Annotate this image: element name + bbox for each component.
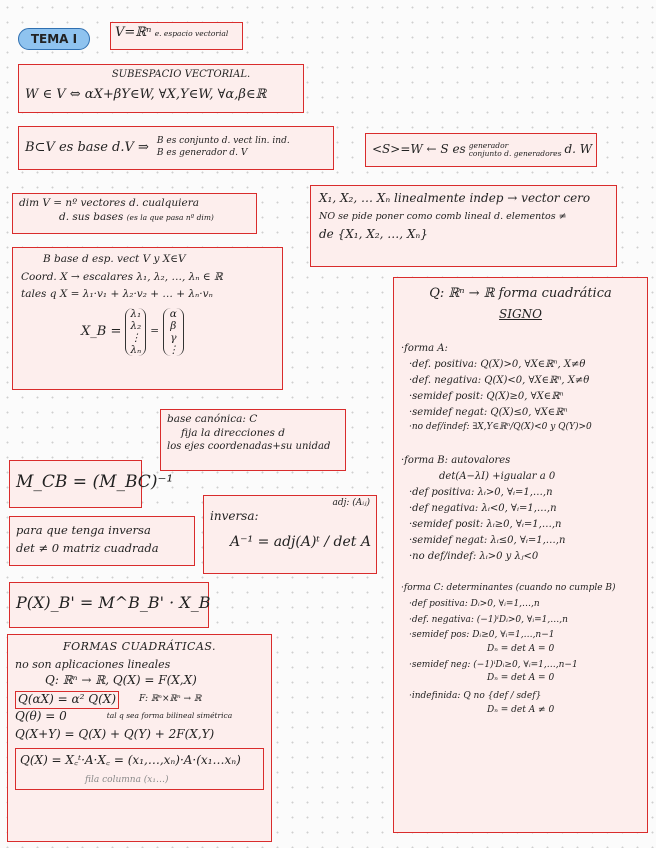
formas-title: FORMAS CUADRÁTICAS. xyxy=(62,640,217,653)
coord-greek: β xyxy=(170,319,177,332)
inversa-note: adj: (Aᵢⱼ) xyxy=(332,498,370,508)
dim-note: (es la que pasa nº dim) xyxy=(126,212,214,222)
lin-indep-line3: de {X₁, X₂, …, Xₙ} xyxy=(319,226,428,241)
formas-labels: fila columna (x₁…) xyxy=(85,774,169,785)
coord-lambda: ⋮ xyxy=(130,332,142,345)
coord-lambda: λ₂ xyxy=(130,319,142,332)
formas-line3b: F: ℝⁿ×ℝⁿ → ℝ xyxy=(139,694,202,705)
generador-tail: d. W xyxy=(564,142,593,157)
inversa-box xyxy=(203,495,377,574)
inversa-formula: A⁻¹ = adj(A)ᵗ / det A xyxy=(230,533,371,550)
para-inversa-box xyxy=(9,516,195,566)
coord-line3: tales q X = λ₁·v₁ + λ₂·v₂ + … + λₙ·vₙ xyxy=(21,288,213,301)
signo-c-item: ·semidef neg: (−1)ⁱDᵢ≥0, ∀ᵢ=1,…,n−1 xyxy=(409,659,578,670)
formas-line4b: tal q sea forma bilineal simétrica xyxy=(106,711,233,721)
formas-line1: no son aplicaciones lineales xyxy=(15,658,171,672)
coord-lambda: λₙ xyxy=(130,344,142,357)
signo-c-item: Dₙ = det A ≠ 0 xyxy=(487,704,555,715)
espacio-formula: V=ℝⁿ xyxy=(115,25,152,40)
coord-line1: B base d esp. vect V y X∈V xyxy=(43,253,186,265)
lin-indep-line1: X₁, X₂, … Xₙ linealmente indep → vector cero xyxy=(319,191,591,205)
signo-a-item: ·no def/indef: ∃X,Y∈ℝⁿ/Q(X)<0 y Q(Y)>0 xyxy=(409,422,592,433)
formas-line4: Q(θ) = 0 xyxy=(15,708,67,723)
coord-vector-lambda xyxy=(125,308,146,356)
signo-c-item: Dₙ = det A = 0 xyxy=(487,673,555,684)
formas-line3: Q(αX) = α² Q(X) xyxy=(15,691,119,709)
lin-indep-box xyxy=(310,185,617,267)
subespacio-box xyxy=(18,64,304,113)
lin-indep-line2: NO se pide poner como comb lineal d. elementos ≠ xyxy=(319,210,567,222)
signo-c-item: ·def positiva: Dᵢ>0, ∀ᵢ=1,…,n xyxy=(409,598,540,609)
signo-a-item: ·def. positiva: Q(X)>0, ∀X∈ℝⁿ, X≠θ xyxy=(409,359,586,371)
coord-vector-greek xyxy=(163,308,184,356)
signo-b-item: ·def positiva: λᵢ>0, ∀ᵢ=1,…,n xyxy=(409,487,553,499)
formas-line6: Q(X) = X꜀ᵗ·A·X꜀ = (x₁,…,xₙ)·A·(x₁…xₙ) xyxy=(20,752,241,767)
mcb-formula: M_CB = (M_BC)⁻¹ xyxy=(16,472,174,492)
mcb-box xyxy=(9,460,174,508)
espacio-box xyxy=(110,22,243,50)
dim-line2: d. sus bases xyxy=(59,210,124,223)
pb-box xyxy=(9,582,209,628)
coord-greek: ⋮ xyxy=(168,344,179,357)
base-line1: B es conjunto d. vect lin. ind. xyxy=(156,136,290,147)
para-inversa-line2: det ≠ 0 matriz cuadrada xyxy=(16,540,159,555)
signo-b-item: ·semidef posit: λᵢ≥0, ∀ᵢ=1,…,n xyxy=(409,519,562,531)
dim-line1: dim V = nº vectores d. cualquiera xyxy=(19,197,199,209)
pb-formula: P(X)_B' = M^B_B' · X_B xyxy=(16,593,211,612)
signo-b-item: ·no def/indef: λᵢ>0 y λⱼ<0 xyxy=(409,551,539,563)
canonica-line1: base canónica: C xyxy=(167,413,258,425)
signo-c-item: ·indefinida: Q no {def / sdef} xyxy=(409,690,542,701)
inversa-label: inversa: xyxy=(210,509,259,523)
coord-greek: γ xyxy=(170,332,177,345)
coord-greek: α xyxy=(169,307,177,320)
signo-c-head: ·forma C: determinantes (cuando no cumple B) xyxy=(401,583,616,594)
generador-top: generador xyxy=(468,140,509,150)
signo-a-item: ·semidef negat: Q(X)≤0, ∀X∈ℝⁿ xyxy=(409,407,568,419)
signo-c-item: Dₙ = det A = 0 xyxy=(487,643,555,654)
para-inversa-line1: para que tenga inversa xyxy=(16,523,151,537)
base-left: B⊂V es base d.V ⇒ xyxy=(25,139,149,155)
canonica-line3: los ejes coordenadas+su unidad xyxy=(167,441,331,453)
signo-b-item: ·semidef negat: λᵢ≤0, ∀ᵢ=1,…,n xyxy=(409,535,566,547)
signo-subtitle: SIGNO xyxy=(499,306,542,321)
subespacio-formula: W ∈ V ⇔ αX+βY∈W, ∀X,Y∈W, ∀α,β∈ℝ xyxy=(25,87,267,102)
signo-a-item: ·semidef posit: Q(X)≥0, ∀X∈ℝⁿ xyxy=(409,391,564,403)
signo-b-eq: det(A−λI) +igualar a 0 xyxy=(439,471,556,483)
signo-a-head: ·forma A: xyxy=(401,343,448,355)
formas-box xyxy=(7,634,272,842)
tema-label: TEMA I xyxy=(18,28,90,50)
signo-title: Q: ℝⁿ → ℝ forma cuadrática xyxy=(429,286,612,301)
signo-b-head: ·forma B: autovalores xyxy=(401,455,511,467)
coord-line2: Coord. X → escalares λ₁, λ₂, …, λₙ ∈ ℝ xyxy=(21,270,223,283)
dim-box xyxy=(12,193,257,234)
signo-box xyxy=(393,277,648,833)
generador-text: <S>=W ← S es xyxy=(372,142,466,157)
coord-lambda: λ₁ xyxy=(130,307,142,320)
coord-xb: X_B = xyxy=(81,323,122,339)
signo-a-item: ·def. negativa: Q(X)<0, ∀X∈ℝⁿ, X≠θ xyxy=(409,375,590,387)
signo-c-item: ·semidef pos: Dᵢ≥0, ∀ᵢ=1,…,n−1 xyxy=(409,630,555,641)
formas-line2: Q: ℝⁿ → ℝ, Q(X) = F(X,X) xyxy=(45,672,197,687)
espacio-note: e. espacio vectorial xyxy=(154,29,229,38)
canonica-line2: fija la direcciones d xyxy=(181,426,285,439)
base-line2: B es generador d. V xyxy=(156,148,248,158)
signo-b-item: ·def negativa: λᵢ<0, ∀ᵢ=1,…,n xyxy=(409,503,557,515)
subespacio-title: SUBESPACIO VECTORIAL. xyxy=(111,69,251,80)
base-box xyxy=(18,126,334,170)
canonica-box xyxy=(160,409,346,471)
generador-box xyxy=(365,133,597,167)
generador-bottom: conjunto d. generadores xyxy=(468,149,562,158)
signo-c-item: ·def. negativa: (−1)ⁱDᵢ>0, ∀ᵢ=1,…,n xyxy=(409,614,568,625)
coord-box: B base d esp. vect V y X∈V Coord. X → escalares λ₁, λ₂, …, λₙ ∈ ℝ tales q X = λ₁·v₁ + λ₂·v₂ + … + λₙ·vₙ X_B = λ₁ λ₂ ⋮ λₙ = α β γ ⋮ xyxy=(12,247,283,390)
formas-line5: Q(X+Y) = Q(X) + Q(Y) + 2F(X,Y) xyxy=(15,727,215,742)
